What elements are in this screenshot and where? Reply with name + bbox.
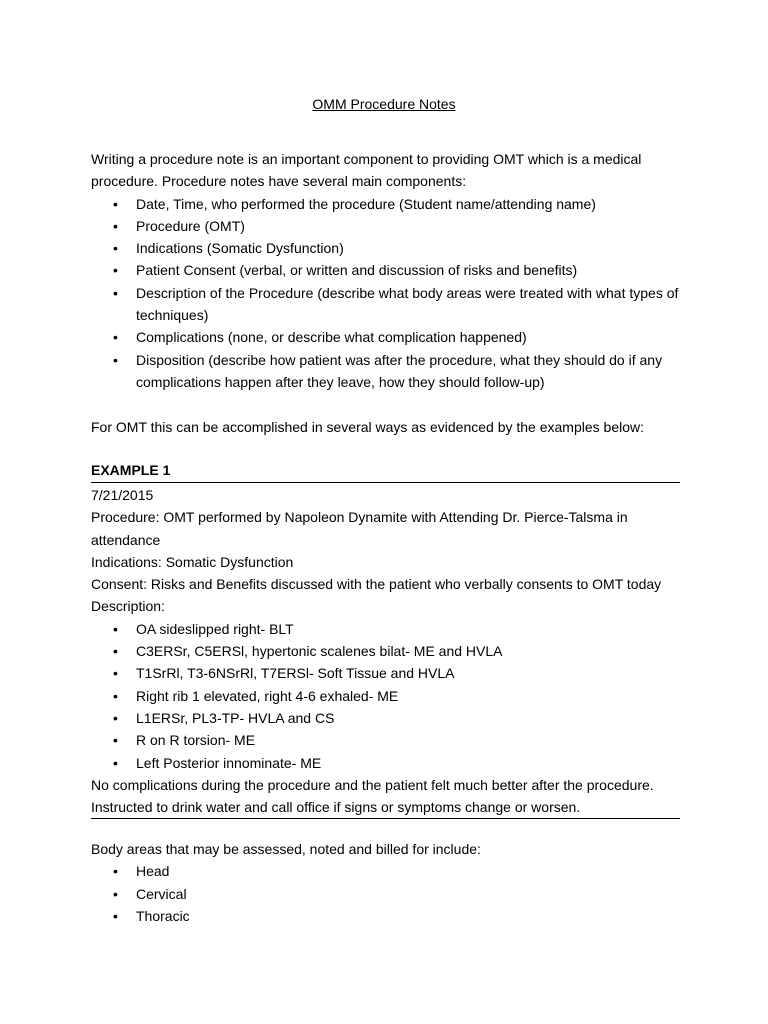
example-description-label: Description: [91, 598, 165, 615]
bullet-icon: • [113, 687, 118, 704]
list-item: • Complications (none, or describe what complication happened) [91, 326, 691, 348]
examples-intro: For OMT this can be accomplished in several ways as evidenced by the examples below: [91, 419, 645, 435]
body-areas-section [91, 838, 691, 927]
bullet-icon: • [113, 620, 118, 637]
example-procedure: attendance [91, 531, 161, 548]
list-item: • R on R torsion- ME [91, 729, 691, 751]
example-1-body [91, 484, 691, 818]
example-procedure: Procedure: OMT performed by Napoleon Dynamite with Attending Dr. Pierce-Talsma in [91, 509, 628, 526]
list-item: • Date, Time, who performed the procedure (Student name/attending name) [91, 193, 691, 215]
list-item: • Thoracic [91, 905, 691, 927]
bullet-icon: • [113, 643, 118, 660]
list-item: • C3ERSr, C5ERSl, hypertonic scalenes bilat- ME and HVLA [91, 640, 691, 662]
bullet-icon: • [113, 351, 118, 368]
list-item: • Left Posterior innominate- ME [91, 752, 691, 774]
bullet-icon: • [113, 329, 118, 346]
list-item: • OA sideslipped right- BLT [91, 618, 691, 640]
list-item: • Right rib 1 elevated, right 4-6 exhaled- ME [91, 685, 691, 707]
body-areas-list [91, 860, 691, 927]
bullet-icon: • [113, 754, 118, 771]
bullet-icon: • [113, 262, 118, 279]
example-closing: No complications during the procedure and the patient felt much better after the procedure. [91, 776, 654, 793]
bullet-icon: • [113, 863, 118, 880]
list-item: • Indications (Somatic Dysfunction) [91, 237, 691, 259]
body-areas-label: Body areas that may be assessed, noted and billed for include: [91, 841, 481, 857]
example-heading-block [91, 459, 691, 481]
divider [91, 818, 680, 819]
example-date: 7/21/2015 [91, 487, 154, 503]
bullet-icon: • [113, 284, 118, 301]
bullet-icon: • [113, 217, 118, 234]
bullet-icon: • [113, 732, 118, 749]
findings-list [91, 618, 691, 774]
list-item: • T1SrRl, T3-6NSrRl, T7ERSl- Soft Tissue and HVLA [91, 662, 691, 684]
divider [91, 482, 680, 483]
list-item: • L1ERSr, PL3-TP- HVLA and CS [91, 707, 691, 729]
bullet-icon: • [113, 195, 118, 212]
page-title: OMM Procedure Notes [312, 96, 456, 112]
intro-line: procedure. Procedure notes have several main components: [91, 173, 467, 190]
bullet-icon: • [113, 885, 118, 902]
intro-section [91, 148, 691, 393]
list-item: • Disposition (describe how patient was after the procedure, what they should do if any complications happen after they leave, how they should follow-up) [91, 349, 691, 394]
example-indications: Indications: Somatic Dysfunction [91, 553, 294, 570]
list-item: • Patient Consent (verbal, or written and discussion of risks and benefits) [91, 259, 691, 281]
example-consent: Consent: Risks and Benefits discussed with the patient who verbally consents to OMT today [91, 576, 662, 593]
bullet-icon: • [113, 709, 118, 726]
list-item: • Cervical [91, 883, 691, 905]
components-list [91, 193, 691, 394]
list-item: • Head [91, 860, 691, 882]
list-item: • Description of the Procedure (describe what body areas were treated with what types of techniques) [91, 282, 691, 327]
bullet-icon: • [113, 907, 118, 924]
list-item: • Procedure (OMT) [91, 215, 691, 237]
bullet-icon: • [113, 665, 118, 682]
example-closing: Instructed to drink water and call office if signs or symptoms change or worsen. [91, 799, 581, 816]
intro-line: Writing a procedure note is an important component to providing OMT which is a medical [91, 151, 642, 167]
example-heading: EXAMPLE 1 [91, 462, 171, 478]
bullet-icon: • [113, 240, 118, 257]
